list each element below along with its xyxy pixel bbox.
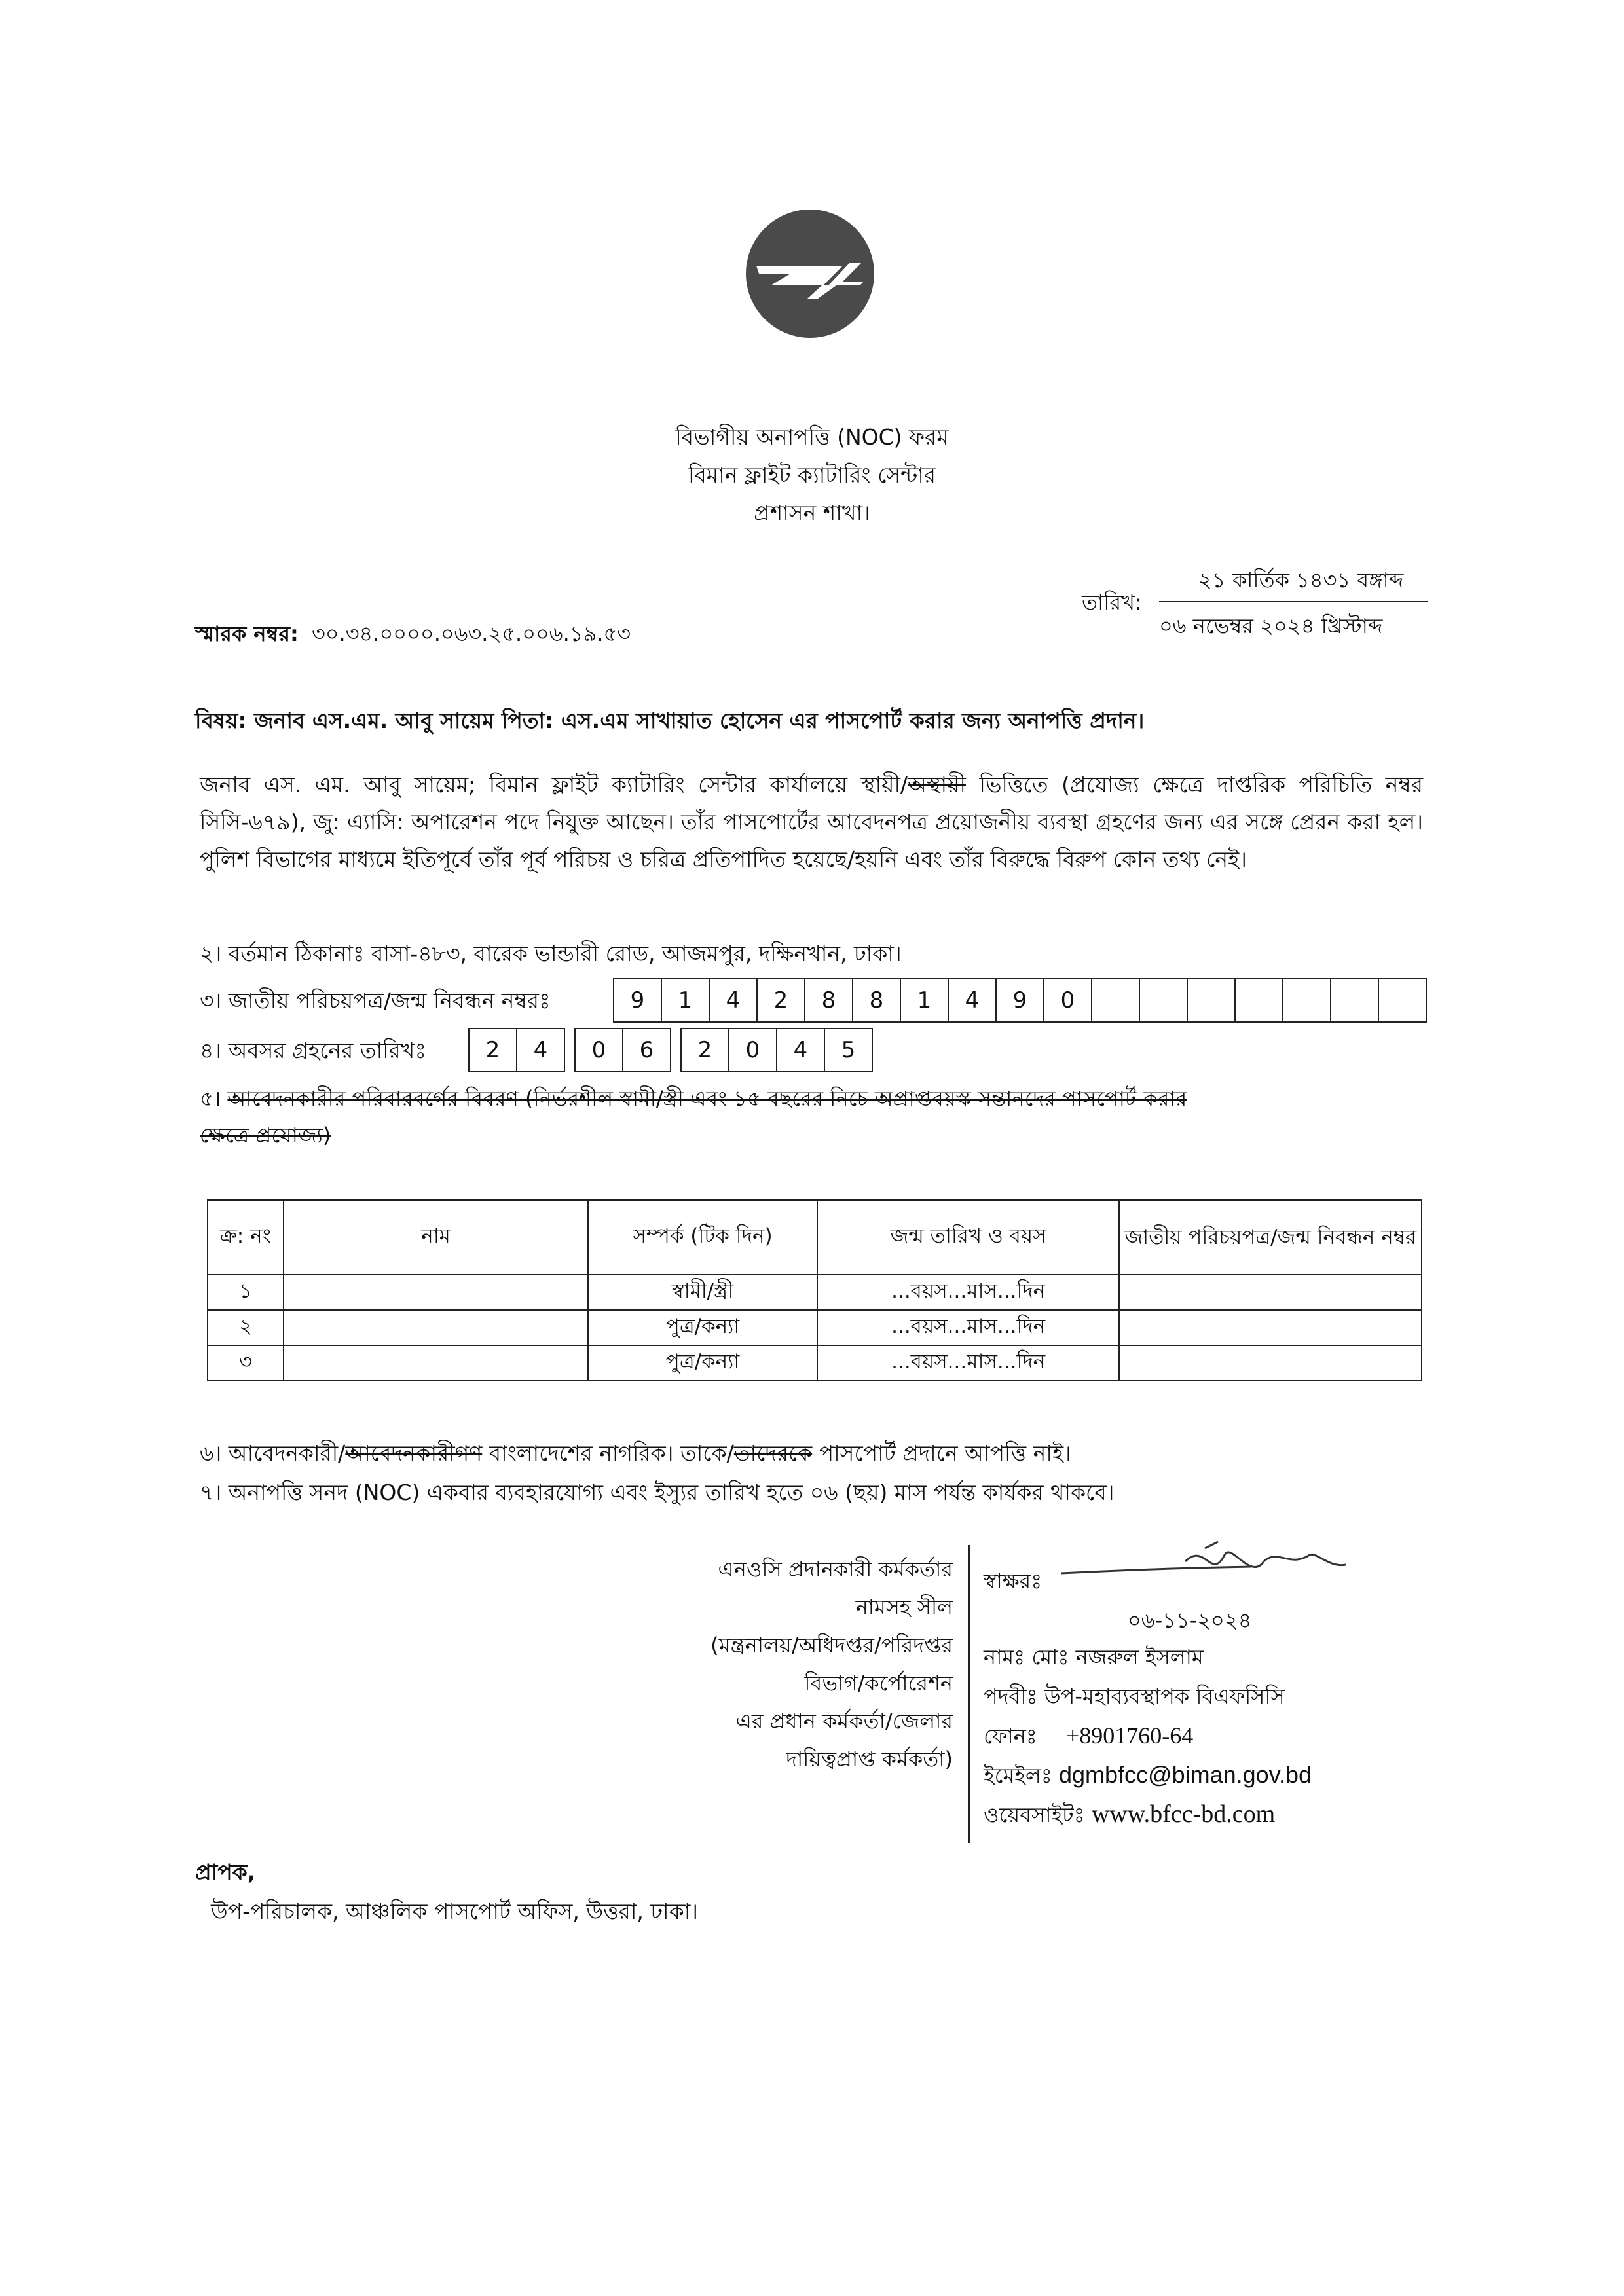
memo-label: স্মারক নম্বর: [195,621,299,646]
table-row [208,1345,1422,1381]
citizenship-statement [200,1436,1071,1473]
nid-digit-box: 1 [900,978,949,1023]
organization-name: বিমান ফ্লাইট ক্যাটারিং সেন্টার [688,462,936,488]
retirement-day-box: 2 [468,1028,517,1072]
nid-digit-box: 1 [661,978,710,1023]
item6-part-e: পাসপোর্ট প্রদানে আপত্তি নাই। [812,1440,1071,1466]
nid-digit-box: 8 [852,978,901,1023]
recipient-label: প্রাপক, [195,1859,256,1885]
recipient-address: উপ-পরিচালক, আঞ্চলিক পাসপোর্ট অফিস, উত্তরা, ঢাকা। [211,1899,699,1924]
cell-relation: স্বামী/স্ত্রী [588,1275,817,1310]
cell-nid [1119,1275,1422,1310]
signature-label: স্বাক্ষরঃ [984,1569,1043,1594]
date-divider [1159,601,1428,602]
nid-digit-box: 4 [709,978,758,1023]
nid-digit-box [1091,978,1140,1023]
nid-digit-box [1330,978,1379,1023]
signature-divider [968,1545,970,1843]
nid-boxes [614,978,1427,1023]
col-nid: জাতীয় পরিচয়পত্র/জন্ম নিবন্ধন নম্বর [1119,1200,1422,1275]
nid-digit-box: 4 [948,978,997,1023]
cell-name [284,1345,588,1381]
phone-label: ফোনঃ [984,1724,1037,1749]
item6-part-c: বাংলাদেশের নাগরিক। তাকে/ [482,1440,734,1466]
current-address: ২। বর্তমান ঠিকানাঃ বাসা-৪৮৩, বারেক ভান্ডারী রোড, আজমপুর, দক্ষিনখান, ঢাকা। [200,941,902,966]
table-row [208,1310,1422,1345]
officer-note-line: দায়িত্বপ্রাপ্ত কর্মকর্তা) [786,1747,953,1772]
col-name: নাম [284,1200,588,1275]
website-label: ওয়েবসাইটঃ [984,1802,1085,1827]
nid-label: ৩। জাতীয় পরিচয়পত্র/জন্ম নিবন্ধন নম্বরঃ [200,988,551,1013]
retirement-year-box: 2 [680,1028,729,1072]
paragraph-part-1: জনাব এস. এম. আবু সায়েম; বিমান ফ্লাইট ক্যাটারিং সেন্টার কার্যালয়ে স্থায়ী/ [200,772,908,797]
date-gregorian: ০৬ নভেম্বর ২০২৪ খ্রিস্টাব্দ [1159,613,1383,638]
cell-serial: ১ [208,1275,284,1310]
memo-number [195,623,631,644]
cell-name [284,1275,588,1310]
retirement-month-box: 6 [622,1028,671,1072]
officer-note-line: এর প্রধান কর্মকর্তা/জেলার [735,1709,953,1734]
nid-digit-box: 0 [1043,978,1092,1023]
col-serial: ক্র: নং [208,1200,284,1275]
officer-website [984,1798,1275,1834]
cell-dob-age: ...বয়স...মাস...দিন [817,1345,1120,1381]
cell-serial: ৩ [208,1345,284,1381]
retirement-month-box: 0 [574,1028,623,1072]
cell-serial: ২ [208,1310,284,1345]
phone-value: +8901760-64 [1065,1722,1194,1749]
retirement-year-box: 5 [824,1028,873,1072]
nid-digit-box [1282,978,1331,1023]
table-header-row [208,1200,1422,1275]
body-paragraph [200,766,1423,878]
cell-nid [1119,1310,1422,1345]
officer-note-line: এনওসি প্রদানকারী কর্মকর্তার [718,1557,953,1582]
officer-note-line: (মন্ত্রনালয়/অধিদপ্তর/পরিদপ্তর [710,1633,953,1658]
nid-digit-box: 8 [804,978,853,1023]
memo-value: ৩০.৩৪.০০০০.০৬৩.২৫.০০৬.১৯.৫৩ [311,621,631,646]
biman-logo-icon [745,208,876,339]
date-bangla: ২১ কার্তিক ১৪৩১ বঙ্গাব্দ [1198,568,1404,592]
retirement-day-box: 4 [516,1028,565,1072]
retirement-label: ৪। অবসর গ্রহনের তারিখঃ [200,1038,426,1063]
nid-digit-box: 9 [613,978,662,1023]
nid-digit-box [1139,978,1188,1023]
cell-dob-age: ...বয়স...মাস...দিন [817,1310,1120,1345]
website-value: www.bfcc-bd.com [1091,1800,1276,1828]
paragraph-part-2: ভিত্তিতে (প্রযোজ্য ক্ষেত্রে দাপ্তরিক পরিচিতি নম্বর সিসি-৬৭৯), জু: এ্যাসি: অপারেশন পদে নিযুক্ত আছেন। তাঁর পাসপোর্টের আবেদনপত্র প্রয়োজনীয় ব্যবস্থা গ্রহণের জন্য এর সঙ্গে প্রেরন করা হল। পুলিশ বিভাগের মাধ্যমে ইতিপূর্বে তাঁর পূর্ব পরিচয় ও চরিত্র প্রতিপাদিত হয়েছে/হয়নি এবং তাঁর বিরুদ্ধে বিরুপ কোন তথ্য নেই। [200,772,1423,872]
date-label: তারিখ: [1082,590,1142,615]
form-title: বিভাগীয় অনাপত্তি (NOC) ফরম [675,424,949,450]
col-dob-age: জন্ম তারিখ ও বয়স [817,1200,1120,1275]
cell-relation: পুত্র/কন্যা [588,1310,817,1345]
family-details-heading [200,1080,1424,1154]
item6-struck-d: তাদেরকে [733,1440,813,1466]
nid-digit-box [1378,978,1427,1023]
signature-date: ০৬-১১-২০২৪ [1128,1608,1252,1633]
nid-digit-box [1234,978,1283,1023]
email-label: ইমেইলঃ [984,1763,1052,1788]
officer-note-line: বিভাগ/কর্পোরেশন [804,1671,953,1696]
nid-digit-box: 9 [995,978,1044,1023]
officer-name: নামঃ মোঃ নজরুল ইসলাম [984,1645,1204,1669]
retirement-date-boxes [470,1028,873,1072]
item6-part-a: ৬। আবেদনকারী/ [200,1440,346,1466]
officer-note-line: নামসহ সীল [855,1595,953,1620]
department-name: প্রশাসন শাখা। [754,500,870,526]
struck-word: অস্থায়ী [908,772,966,797]
issuing-officer-note [576,1550,953,1778]
table-row [208,1275,1422,1310]
retirement-year-box: 0 [728,1028,777,1072]
cell-nid [1119,1345,1422,1381]
officer-email [984,1759,1312,1795]
item5-text-continued: ক্ষেত্রে প্রযোজ্য) [200,1123,331,1148]
subject-line: বিষয়: জনাব এস.এম. আবু সায়েম পিতা: এস.এম সাখায়াত হোসেন এর পাসপোর্ট করার জন্য অনাপত্তি প্রদান। [195,708,1145,733]
item6-struck-b: আবেদনকারীগণ [345,1440,483,1466]
item5-number: ৫। [200,1086,221,1111]
nid-digit-box: 2 [756,978,805,1023]
validity-statement: ৭। অনাপত্তি সনদ (NOC) একবার ব্যবহারযোগ্য এবং ইস্যুর তারিখ হতে ০৬ (ছয়) মাস পর্যন্ত কার্যকর থাকবে। [200,1480,1115,1505]
nid-digit-box [1187,978,1236,1023]
cell-dob-age: ...বয়স...মাস...দিন [817,1275,1120,1310]
item5-text: আবেদনকারীর পরিবারবর্গের বিবরণ (নির্ভরশীল স্বামী/স্ত্রী এবং ১৫ বছরের নিচে অপ্রাপ্তবয়স্ক সন্তানদের পাসপোর্ট করার [227,1086,1187,1111]
email-value: dgmbfcc@biman.gov.bd [1059,1761,1312,1788]
officer-designation: পদবীঃ উপ-মহাব্যবস্থাপক বিএফসিসি [984,1684,1285,1709]
officer-phone [984,1720,1193,1755]
signature-mark [1054,1535,1362,1594]
retirement-year-box: 4 [776,1028,825,1072]
cell-relation: পুত্র/কন্যা [588,1345,817,1381]
cell-name [284,1310,588,1345]
col-relation: সম্পর্ক (টিক দিন) [588,1200,817,1275]
family-table [207,1199,1422,1381]
